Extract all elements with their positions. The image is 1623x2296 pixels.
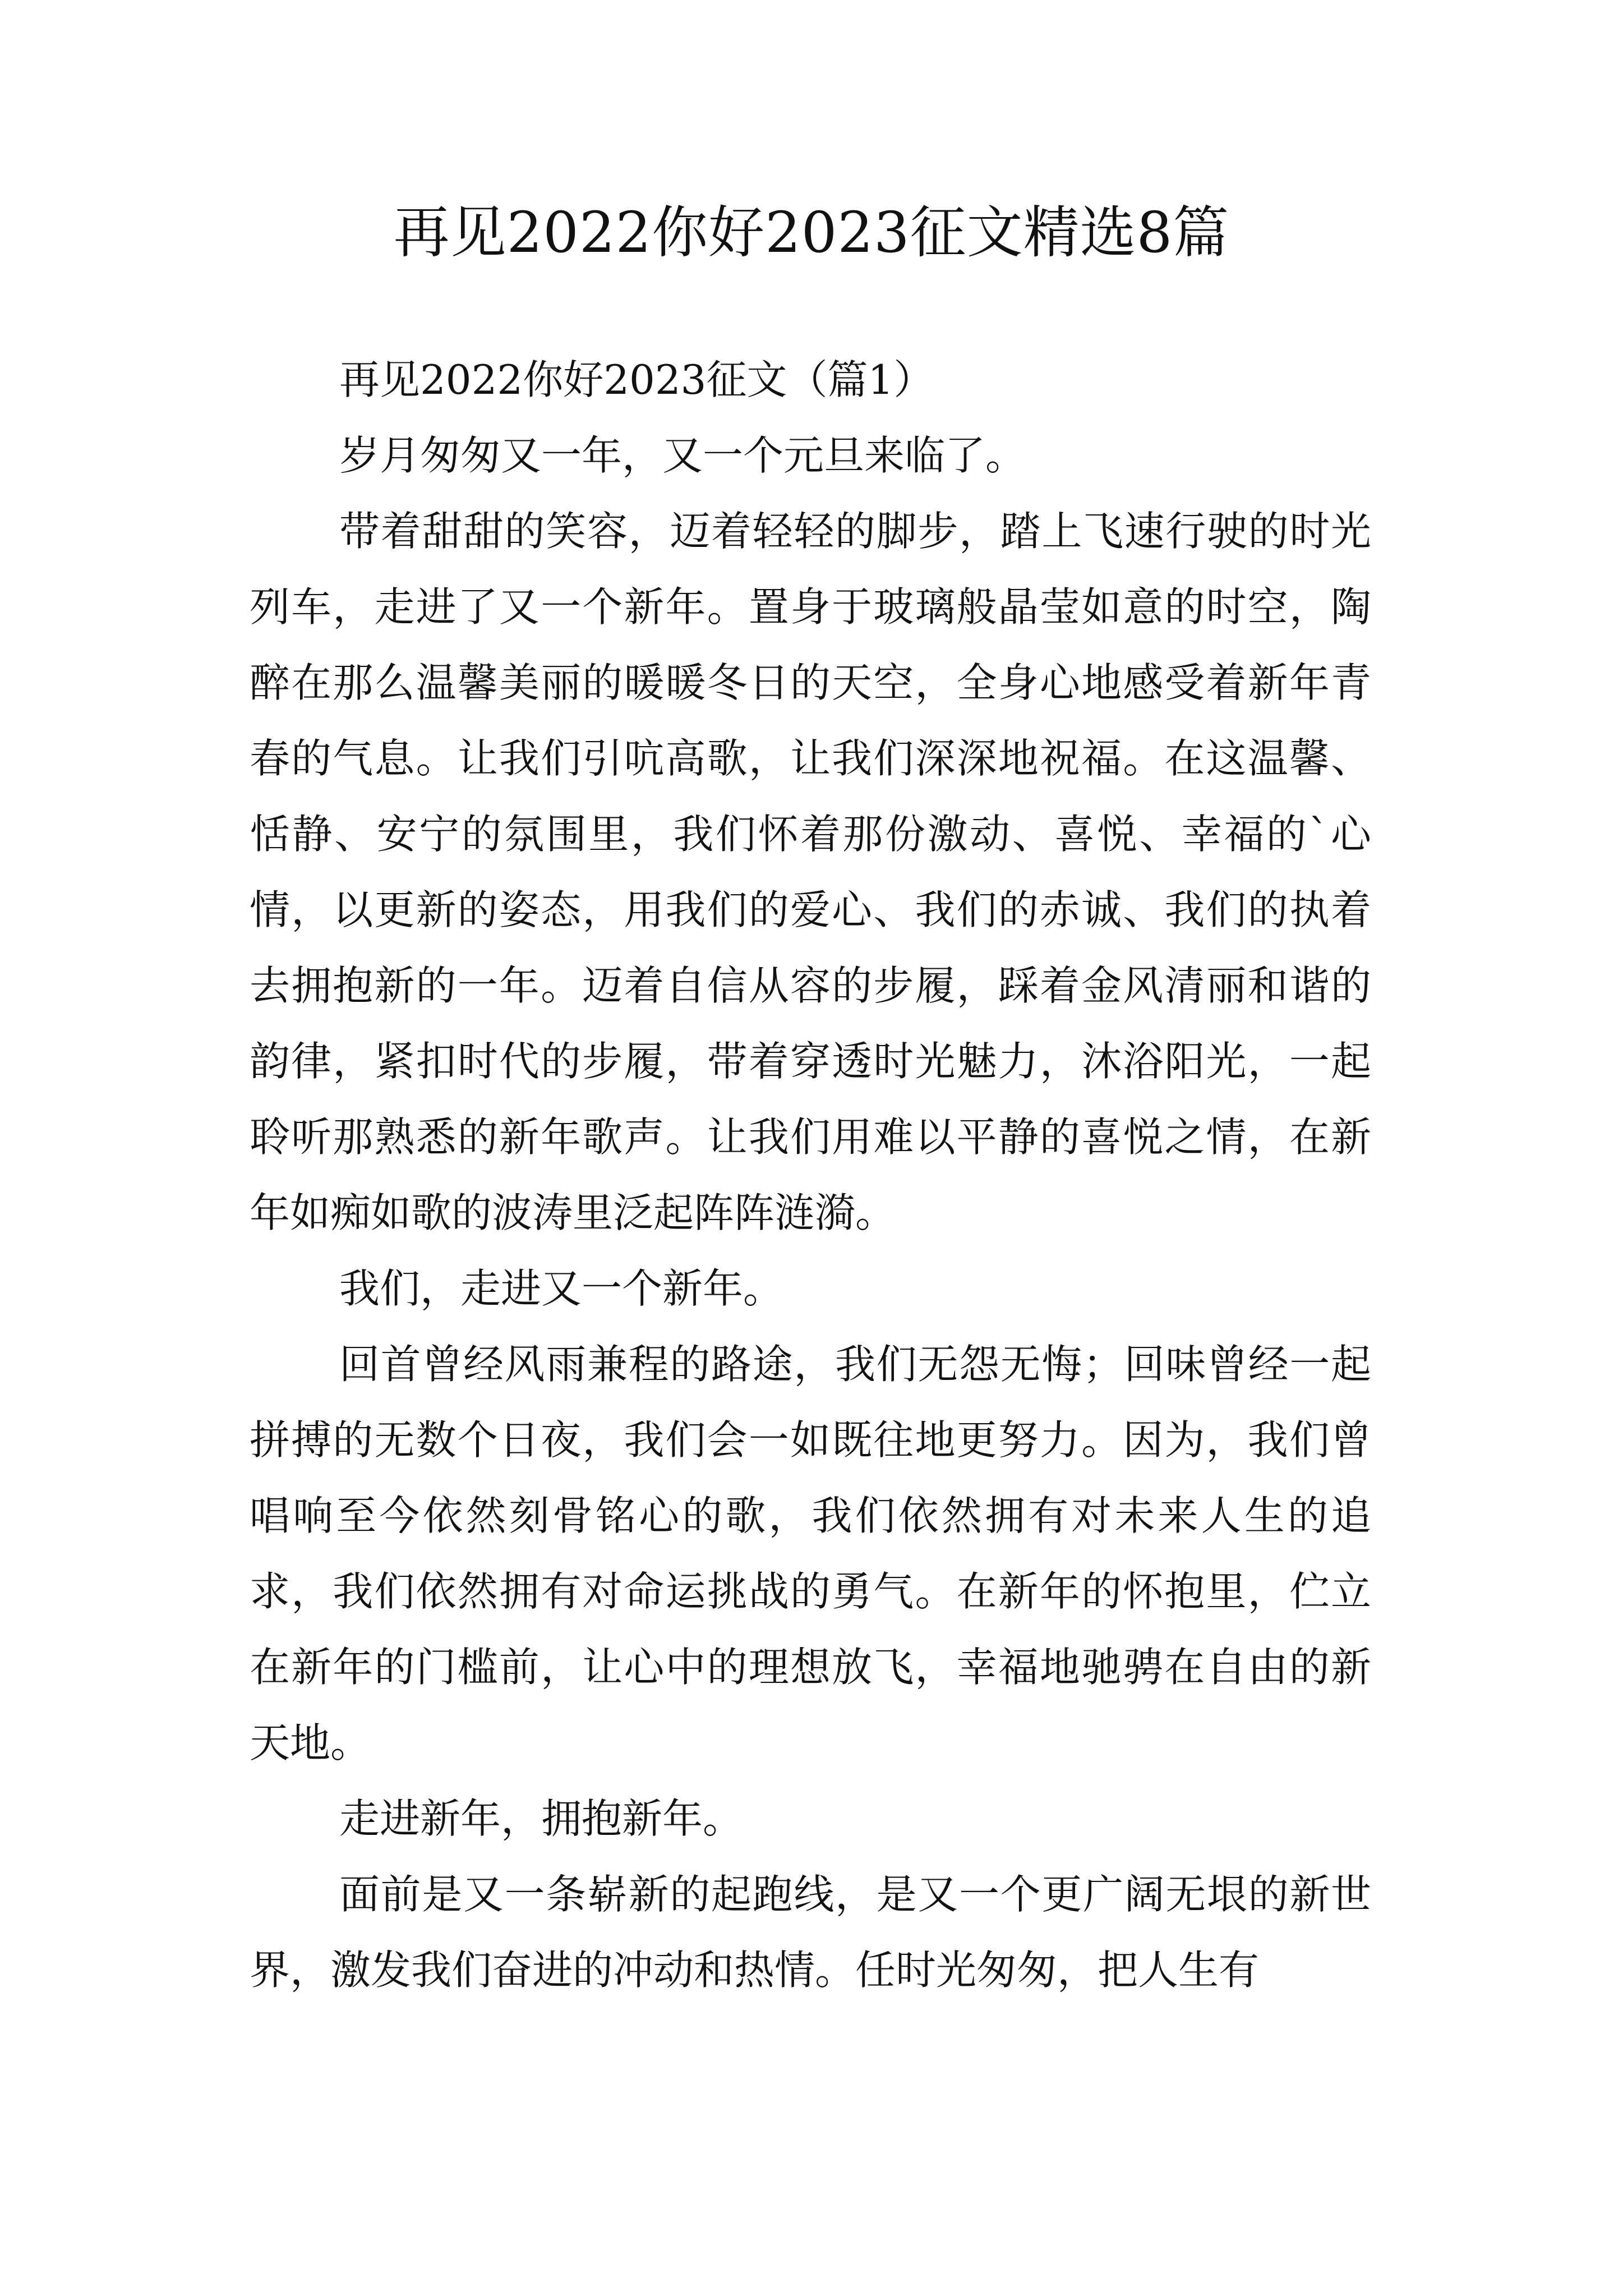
paragraph: 走进新年，拥抱新年。 [339, 1795, 744, 1842]
paragraph: 回首曾经风雨兼程的路途，我们无怨无悔；回味曾经一起拼搏的无数个日夜，我们会一如既往地更努力。因为，我们曾唱响至今依然刻骨铭心的歌，我们依然拥有对未来人生的追求，我们依然拥有对命运挑战的勇气。在新年的怀抱里，伫立在新年的门槛前，让心中的理想放飞，幸福地驰骋在自由的新天地。 [250, 1341, 1371, 1766]
paragraph: 我们，走进又一个新年。 [339, 1265, 784, 1312]
paragraph: 面前是又一条崭新的起跑线，是又一个更广阔无垠的新世界，激发我们奋进的冲动和热情。任时光匆匆，把人生有 [250, 1871, 1371, 1994]
paragraph: 带着甜甜的笑容，迈着轻轻的脚步，踏上飞速行驶的时光列车，走进了又一个新年。置身于玻璃般晶莹如意的时空，陶醉在那么温馨美丽的暖暖冬日的天空，全身心地感受着新年青春的气息。让我们引吭高歌，让我们深深地祝福。在这温馨、恬静、安宁的氛围里，我们怀着那份激动、喜悦、幸福的`心情，以更新的姿态，用我们的爱心、我们的赤诚、我们的执着去拥抱新的一年。迈着自信从容的步履，踩着金风清丽和谐的韵律，紧扣时代的步履，带着穿透时光魅力，沐浴阳光，一起聆听那熟悉的新年歌声。让我们用难以平静的喜悦之情，在新年如痴如歌的波涛里泛起阵阵涟漪。 [250, 508, 1371, 1236]
document-body [250, 342, 1371, 2008]
document-title: 再见2022你好2023征文精选8篇 [393, 200, 1230, 265]
paragraph: 岁月匆匆又一年，又一个元旦来临了。 [339, 432, 1026, 479]
section-heading: 再见2022你好2023征文（篇1） [339, 356, 934, 403]
